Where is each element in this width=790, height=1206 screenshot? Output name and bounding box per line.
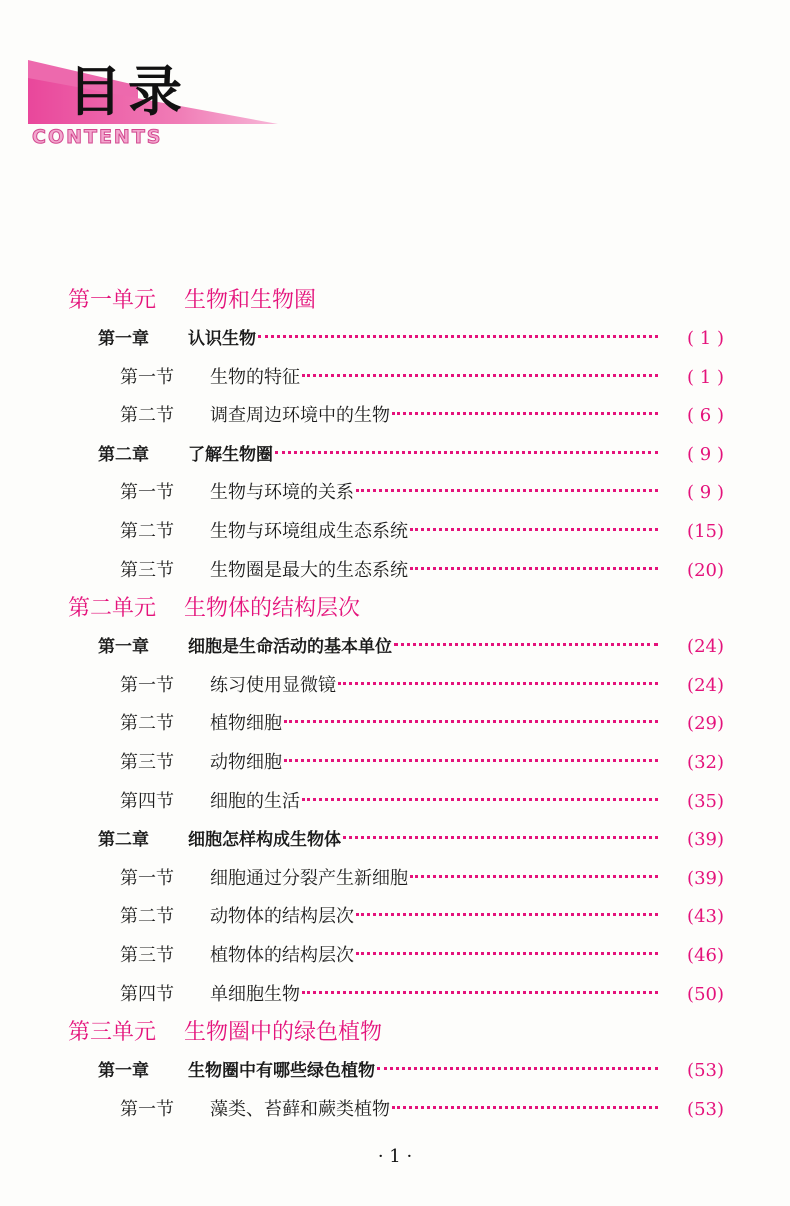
section-page-number: (32): [687, 751, 724, 773]
toc-section-entry[interactable]: [0, 513, 790, 552]
toc-section-entry[interactable]: [0, 552, 790, 591]
dot-leader: [338, 682, 658, 685]
dot-leader: [275, 451, 658, 454]
toc-chapter-entry[interactable]: [0, 436, 790, 475]
section-page-number: ( 9 ): [687, 482, 724, 504]
chapter-page-number: ( 1 ): [687, 328, 724, 349]
section-page-number: (35): [687, 790, 724, 812]
section-title: 调查周边环境中的生物: [210, 405, 390, 427]
section-number: 第二节: [120, 405, 174, 427]
section-page-number: (39): [687, 867, 724, 889]
section-page-number: (43): [687, 906, 724, 928]
dot-leader: [377, 1067, 658, 1070]
toc-section-entry[interactable]: [0, 783, 790, 822]
section-number: 第二节: [120, 520, 174, 542]
page-title: 目录: [68, 60, 188, 123]
section-number: 第四节: [120, 983, 174, 1005]
toc-section-entry[interactable]: [0, 667, 790, 706]
section-title: 单细胞生物: [210, 983, 300, 1005]
section-page-number: ( 1 ): [687, 366, 724, 388]
toc-unit-heading[interactable]: [68, 282, 790, 320]
dot-leader: [284, 720, 658, 723]
section-page-number: (24): [687, 674, 724, 696]
table-of-contents: [0, 282, 790, 1129]
toc-header: [28, 58, 288, 158]
section-number: 第三节: [120, 559, 174, 581]
toc-section-entry[interactable]: [0, 937, 790, 976]
dot-leader: [302, 374, 658, 377]
chapter-page-number: (24): [687, 636, 724, 658]
toc-chapter-entry[interactable]: [0, 1052, 790, 1091]
toc-unit-heading[interactable]: [68, 1014, 790, 1052]
chapter-page-number: (53): [687, 1060, 724, 1082]
section-page-number: ( 6 ): [687, 405, 724, 427]
toc-section-entry[interactable]: [0, 1091, 790, 1130]
chapter-title: 细胞怎样构成生物体: [188, 830, 341, 851]
section-number: 第二节: [120, 713, 174, 735]
page-number: · 1 ·: [377, 1146, 413, 1167]
section-title: 细胞的生活: [210, 790, 300, 812]
section-title: 生物与环境组成生态系统: [210, 520, 408, 542]
chapter-title: 认识生物: [188, 329, 256, 349]
section-title: 动物体的结构层次: [210, 906, 354, 928]
dot-leader: [392, 1106, 658, 1109]
dot-leader: [258, 335, 658, 338]
chapter-title: 了解生物圈: [188, 444, 273, 465]
toc-chapter-entry[interactable]: [0, 628, 790, 667]
chapter-number: 第二章: [98, 830, 149, 851]
section-number: 第二节: [120, 906, 174, 928]
dot-leader: [302, 991, 658, 994]
toc-section-entry[interactable]: [0, 474, 790, 513]
dot-leader: [356, 489, 658, 492]
toc-chapter-entry[interactable]: [0, 821, 790, 860]
section-number: 第一节: [120, 482, 174, 504]
section-number: 第一节: [120, 867, 174, 889]
toc-chapter-entry[interactable]: [0, 320, 790, 359]
section-number: 第一节: [120, 674, 174, 696]
toc-section-entry[interactable]: [0, 705, 790, 744]
section-page-number: (46): [687, 944, 724, 966]
toc-section-entry[interactable]: [0, 359, 790, 398]
dot-leader: [410, 567, 658, 570]
toc-section-entry[interactable]: [0, 397, 790, 436]
section-title: 细胞通过分裂产生新细胞: [210, 867, 408, 889]
section-title: 练习使用显微镜: [210, 674, 336, 696]
dot-leader: [356, 913, 658, 916]
dot-leader: [302, 798, 658, 801]
dot-leader: [392, 412, 658, 415]
section-number: 第一节: [120, 1098, 174, 1120]
section-title: 藻类、苔藓和蕨类植物: [210, 1098, 390, 1120]
dot-leader: [410, 528, 658, 531]
unit-label: 第二单元: [68, 596, 157, 622]
toc-section-entry[interactable]: [0, 898, 790, 937]
chapter-title: 生物圈中有哪些绿色植物: [188, 1061, 375, 1082]
section-number: 第三节: [120, 944, 174, 966]
toc-section-entry[interactable]: [0, 860, 790, 899]
unit-label: 第三单元: [68, 1020, 157, 1046]
chapter-number: 第二章: [98, 444, 149, 465]
section-page-number: (50): [687, 983, 724, 1005]
dot-leader: [356, 952, 658, 955]
chapter-number: 第一章: [98, 637, 149, 658]
section-number: 第一节: [120, 366, 174, 388]
section-title: 生物与环境的关系: [210, 482, 354, 504]
dot-leader: [343, 836, 658, 839]
toc-section-entry[interactable]: [0, 976, 790, 1015]
dot-leader: [394, 643, 658, 646]
section-title: 动物细胞: [210, 751, 282, 773]
section-title: 生物圈是最大的生态系统: [210, 559, 408, 581]
chapter-number: 第一章: [98, 329, 149, 349]
unit-title: 生物圈中的绿色植物: [184, 1020, 383, 1046]
page-subtitle: CONTENTS: [32, 126, 163, 148]
dot-leader: [410, 875, 658, 878]
section-title: 植物细胞: [210, 713, 282, 735]
section-page-number: (15): [687, 520, 724, 542]
chapter-page-number: (39): [687, 829, 724, 851]
unit-title: 生物和生物圈: [184, 288, 317, 313]
toc-section-entry[interactable]: [0, 744, 790, 783]
unit-title: 生物体的结构层次: [184, 596, 361, 622]
dot-leader: [284, 759, 658, 762]
chapter-title: 细胞是生命活动的基本单位: [188, 637, 392, 658]
section-page-number: (29): [687, 713, 724, 735]
toc-unit-heading[interactable]: [68, 590, 790, 628]
section-page-number: (20): [687, 559, 724, 581]
section-number: 第四节: [120, 790, 174, 812]
chapter-page-number: ( 9 ): [687, 443, 724, 465]
section-page-number: (53): [687, 1098, 724, 1120]
section-title: 生物的特征: [210, 366, 300, 388]
chapter-number: 第一章: [98, 1061, 149, 1082]
section-number: 第三节: [120, 751, 174, 773]
section-title: 植物体的结构层次: [210, 944, 354, 966]
unit-label: 第一单元: [68, 288, 157, 313]
